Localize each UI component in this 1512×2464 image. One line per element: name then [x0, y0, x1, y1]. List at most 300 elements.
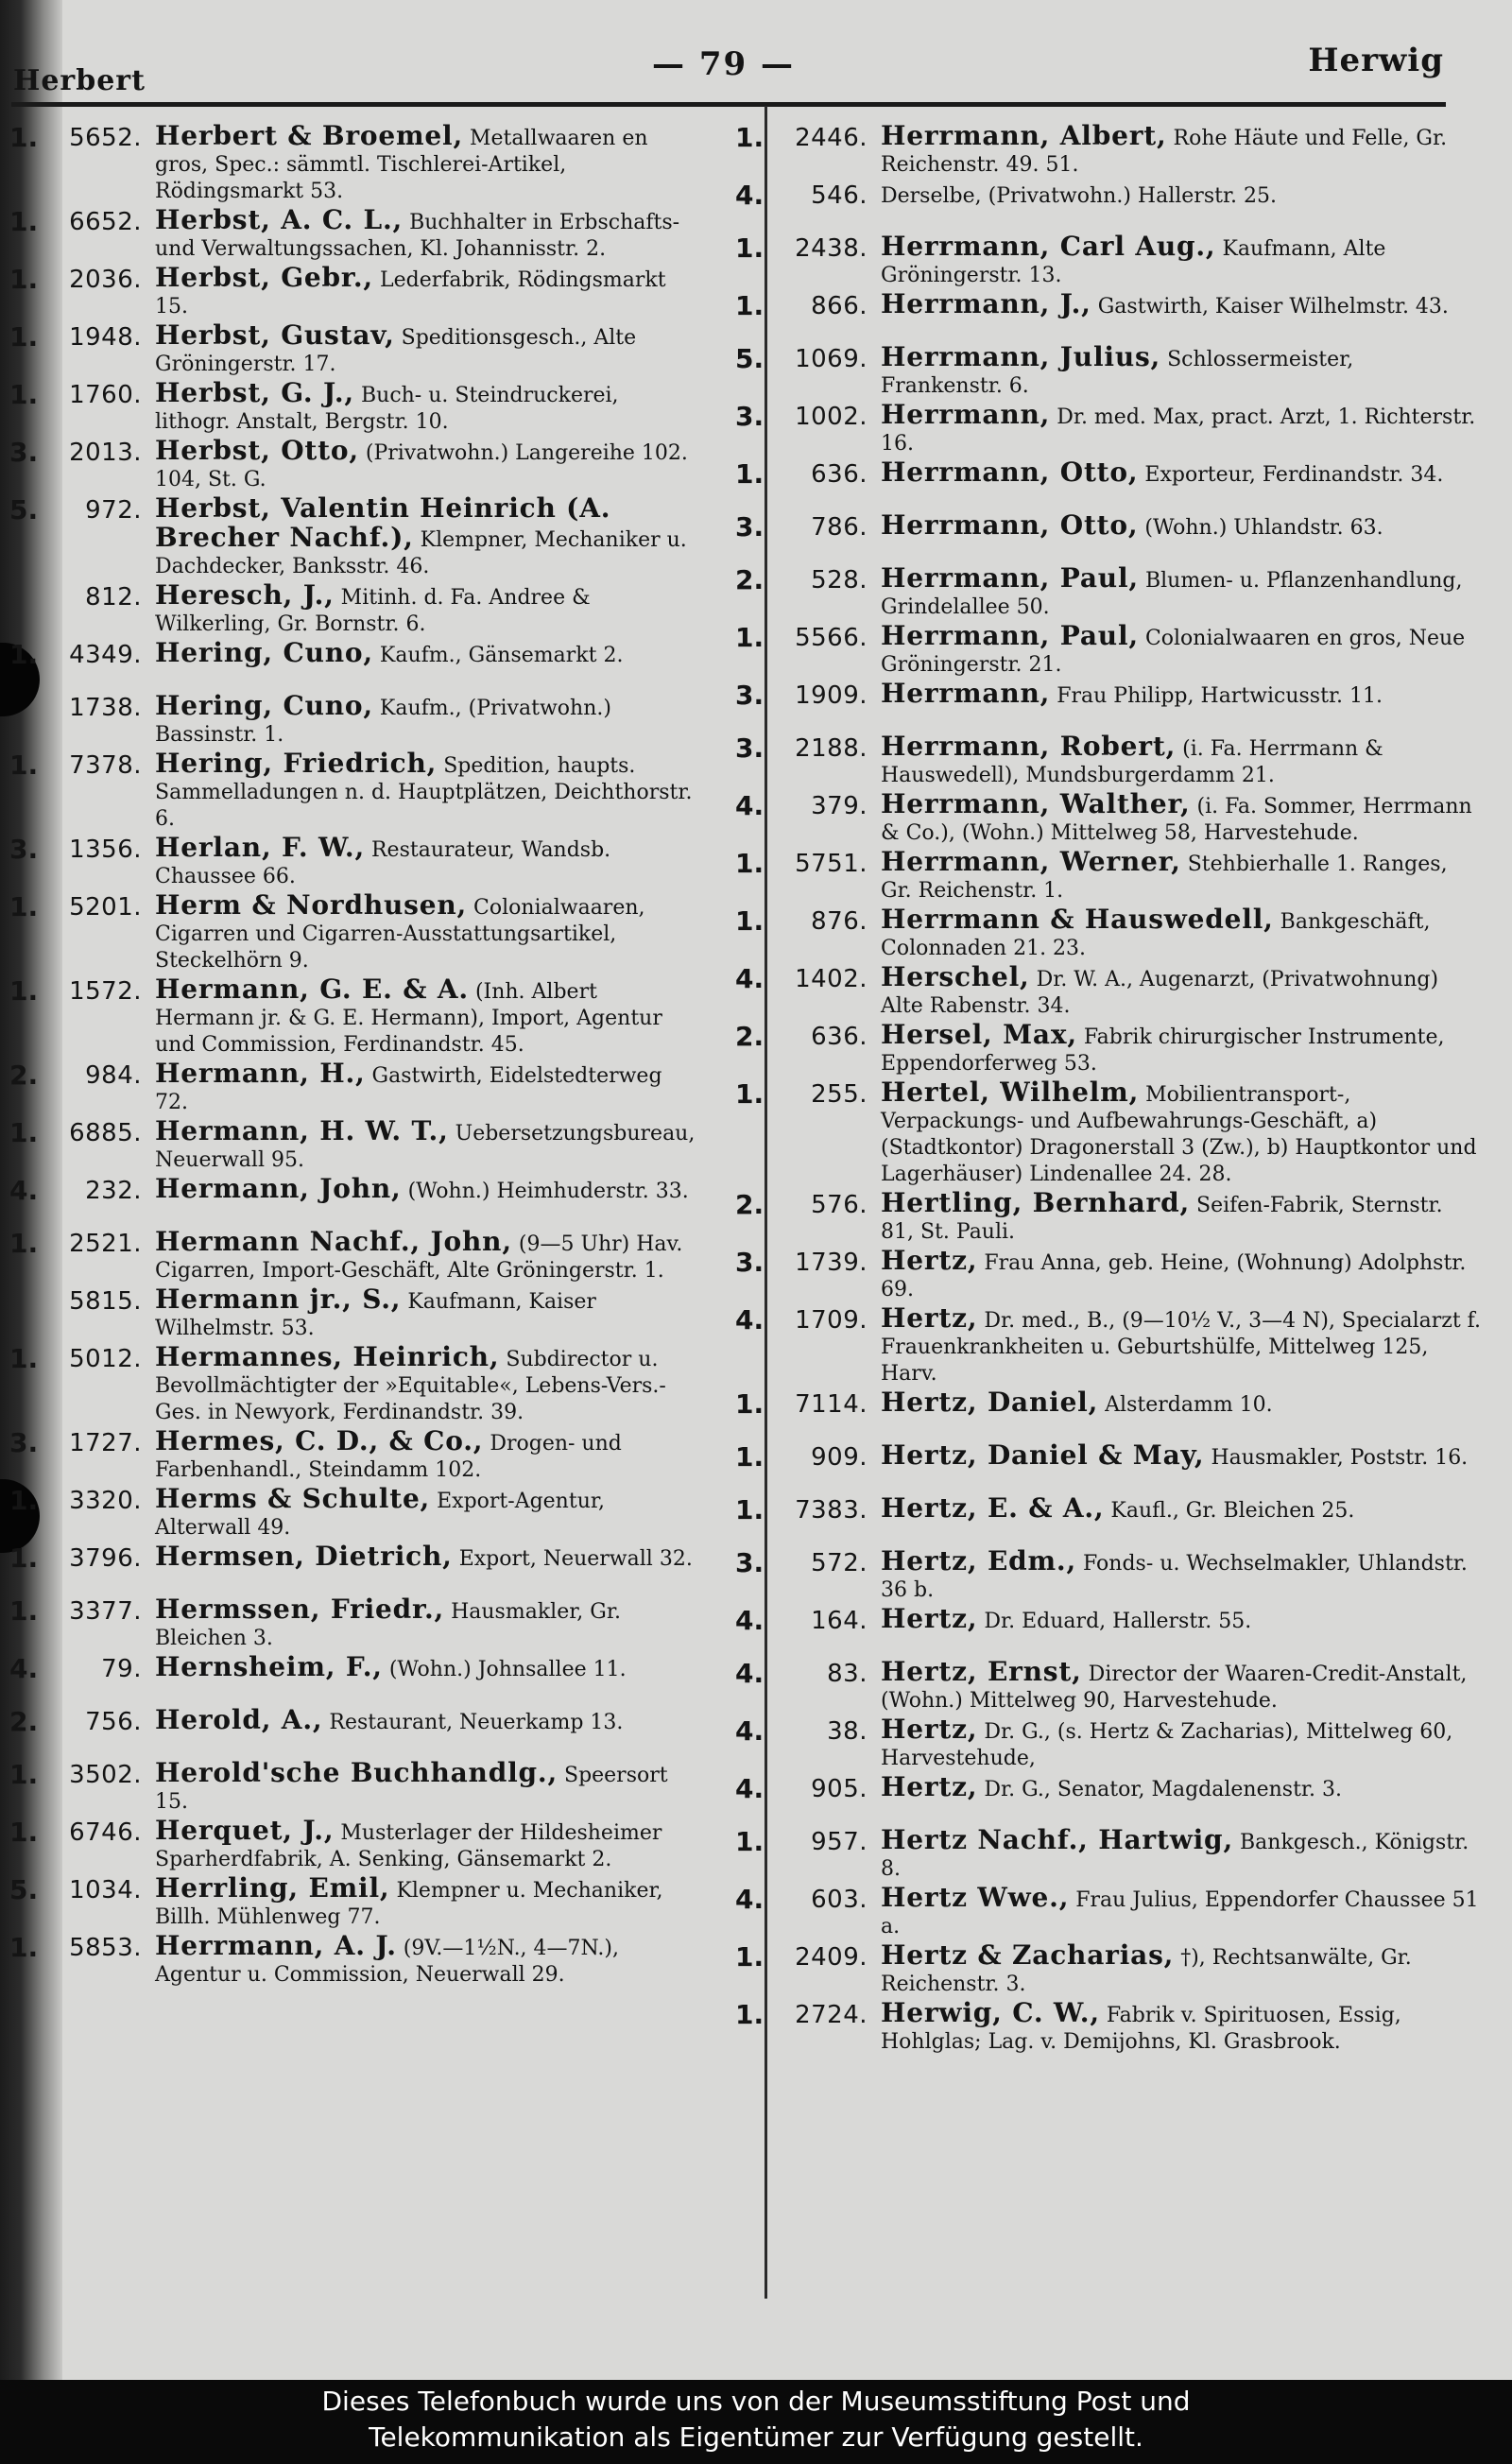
exchange-area: 1. [9, 379, 39, 410]
subscriber-name: Herrmann, [881, 399, 1051, 430]
phone-number: 2409. [795, 1943, 868, 1972]
directory-entry [735, 1246, 1482, 1303]
exchange-area: 1. [9, 1485, 39, 1516]
subscriber-details: Kaufmann, Alte Gröningerstr. 13. [881, 237, 1386, 287]
phone-number: 3320. [69, 1487, 142, 1515]
exchange-area: 1. [9, 264, 39, 295]
subscriber-name: Hermannes, Heinrich, [155, 1341, 500, 1372]
exchange-area: 1. [9, 750, 39, 781]
directory-entry [735, 1440, 1482, 1493]
exchange-area: 1. [9, 1117, 39, 1148]
subscriber-name: Herwig, C. W., [881, 1997, 1100, 2028]
exchange-area: 4. [735, 1884, 765, 1915]
subscriber-details: Bankgesch., Königstr. 8. [881, 1831, 1469, 1881]
directory-entry [9, 1284, 699, 1342]
phone-number: 3377. [69, 1597, 142, 1626]
subscriber-name: Hernsheim, F., [155, 1651, 383, 1682]
exchange-area: 3. [735, 401, 765, 432]
exchange-area: 3. [735, 680, 765, 711]
subscriber-details: Gastwirth, Kaiser Wilhelmstr. 43. [1091, 295, 1449, 319]
directory-entry [9, 1816, 699, 1873]
subscriber-name: Hertz, [881, 1302, 978, 1334]
subscriber-name: Herm & Nordhusen, [155, 889, 468, 921]
exchange-area: 1. [9, 321, 39, 353]
subscriber-name: Herrmann, J., [881, 288, 1091, 319]
subscriber-details: Dr. med. Max, pract. Arzt, 1. Richterstr. 16. [881, 405, 1476, 456]
directory-entry [9, 1758, 699, 1816]
subscriber-details: Hausmakler, Poststr. 16. [1204, 1446, 1469, 1470]
subscriber-name: Herrmann & Hauswedell, [881, 904, 1274, 935]
subscriber-details: (Inh. Albert Hermann jr. & G. E. Hermann), Import, Agentur und Commission, Ferdinandstr. 45. [155, 980, 662, 1057]
subscriber-name: Herbert & Broemel, [155, 120, 464, 151]
subscriber-name: Herrmann, Carl Aug., [881, 231, 1216, 262]
subscriber-name: Herbst, Valentin Heinrich (A. Brecher Nachf.), [155, 492, 611, 553]
exchange-area: 4. [735, 790, 765, 821]
phone-number: 572. [811, 1549, 868, 1577]
subscriber-details: Fonds- u. Wechselmakler, Uhlandstr. 36 b. [881, 1552, 1468, 1602]
subscriber-name: Herrmann, Paul, [881, 562, 1139, 594]
phone-number: 546. [811, 181, 868, 210]
phone-number: 1739. [795, 1249, 868, 1277]
subscriber-details: (Wohn.) Heimhuderstr. 33. [401, 1180, 689, 1203]
subscriber-name: Herrmann, Werner, [881, 846, 1181, 877]
subscriber-details: Restaurant, Neuerkamp 13. [322, 1711, 624, 1734]
phone-number: 1727. [69, 1429, 142, 1457]
directory-entry [9, 1227, 699, 1284]
subscriber-name: Herbst, Gustav, [155, 319, 395, 351]
phone-number: 232. [85, 1177, 142, 1205]
exchange-area: 4. [735, 1304, 765, 1335]
exchange-area: 1. [735, 848, 765, 879]
directory-entry [735, 1998, 1482, 2056]
exchange-area: 2. [9, 1060, 39, 1091]
subscriber-name: Herlan, F. W., [155, 832, 365, 863]
directory-entry [9, 1484, 699, 1542]
right-column [735, 121, 1482, 2056]
subscriber-details: (Wohn.) Uhlandstr. 63. [1138, 516, 1383, 540]
directory-entry [9, 638, 699, 691]
directory-entry [735, 1714, 1482, 1772]
phone-number: 5201. [69, 893, 142, 922]
directory-entry [735, 1883, 1482, 1940]
exchange-area: 1. [9, 206, 39, 237]
subscriber-details: (9—5 Uhr) Hav. Cigarren, Import-Geschäft, Alte Gröningerstr. 1. [155, 1232, 683, 1283]
exchange-area: 1. [9, 1343, 39, 1374]
directory-entry [9, 1174, 699, 1227]
subscriber-details: Spedition, haupts. Sammelladungen n. d. Hauptplätzen, Deichthorstr. 6. [155, 754, 693, 831]
exchange-area: 3. [735, 1247, 765, 1278]
phone-number: 2438. [795, 234, 868, 263]
subscriber-details: Fabrik chirurgischer Instrumente, Eppendorferweg 53. [881, 1025, 1445, 1076]
subscriber-details: Klempner, Mechaniker u. Dachdecker, Banksstr. 46. [155, 528, 687, 578]
subscriber-name: Hertz, [881, 1603, 978, 1634]
directory-entry [735, 1772, 1482, 1825]
subscriber-name: Herrmann, Otto, [881, 509, 1139, 541]
phone-number: 957. [811, 1828, 868, 1856]
subscriber-details: Lederfabrik, Rödingsmarkt 15. [155, 268, 666, 319]
subscriber-details: (i. Fa. Herrmann & Hauswedell), Mundsburgerdamm 21. [881, 737, 1383, 787]
left-column [9, 121, 699, 1989]
exchange-area: 1. [735, 622, 765, 653]
subscriber-details: Metallwaaren en gros, Spec.: sämmtl. Tischlerei-Artikel, Rödingsmarkt 53. [155, 127, 648, 203]
phone-number: 3796. [69, 1544, 142, 1573]
exchange-area: 4. [9, 1175, 39, 1206]
directory-entry [735, 457, 1482, 510]
directory-entry [735, 232, 1482, 289]
subscriber-details: Bankgeschäft, Colonnaden 21. 23. [881, 910, 1431, 960]
directory-entry [735, 400, 1482, 457]
subscriber-name: Hertz, [881, 1245, 978, 1276]
directory-entry [735, 962, 1482, 1020]
subscriber-details: Gastwirth, Eidelstedterweg 72. [155, 1064, 662, 1114]
directory-entry [735, 510, 1482, 563]
exchange-area: 1. [735, 1441, 765, 1473]
subscriber-details: Buch- u. Steindruckerei, lithogr. Anstalt, Bergstr. 10. [155, 384, 619, 434]
phone-number: 603. [811, 1886, 868, 1914]
subscriber-name: Herrmann, [881, 678, 1051, 709]
directory-entry [735, 621, 1482, 679]
subscriber-details: Derselbe, (Privatwohn.) Hallerstr. 25. [881, 184, 1278, 208]
phone-number: 379. [811, 792, 868, 820]
subscriber-details: Dr. G., Senator, Magdalenenstr. 3. [977, 1778, 1342, 1801]
subscriber-details: Buchhalter in Erbschafts- und Verwaltungssachen, Kl. Johannisstr. 2. [155, 211, 680, 261]
phone-number: 1709. [795, 1306, 868, 1335]
phone-number: 4349. [69, 641, 142, 669]
directory-entry [9, 1931, 699, 1989]
subscriber-name: Herschel, [881, 961, 1030, 992]
subscriber-details: Speditionsgesch., Alte Gröningerstr. 17. [155, 326, 637, 376]
subscriber-name: Hertz, [881, 1714, 978, 1745]
subscriber-details: Kaufl., Gr. Bleichen 25. [1104, 1499, 1355, 1523]
directory-entry [9, 691, 699, 749]
directory-entry [735, 289, 1482, 342]
phone-number: 5012. [69, 1345, 142, 1373]
page-number: — 79 — [652, 45, 795, 83]
phone-number: 1738. [69, 694, 142, 722]
exchange-area: 1. [735, 1826, 765, 1857]
directory-entry [735, 563, 1482, 621]
subscriber-details: Director der Waaren-Credit-Anstalt, (Wohn.) Mittelweg 90, Harvestehude. [881, 1663, 1468, 1713]
subscriber-name: Hertz, Daniel, [881, 1387, 1099, 1418]
subscriber-name: Hertz, [881, 1771, 978, 1802]
exchange-area: 3. [9, 437, 39, 468]
subscriber-name: Hering, Cuno, [155, 690, 373, 721]
subscriber-details: Mitinh. d. Fa. Andree & Wilkerling, Gr. Bornstr. 6. [155, 586, 591, 636]
subscriber-name: Hertz Nachf., Hartwig, [881, 1824, 1233, 1855]
phone-number: 636. [811, 460, 868, 489]
subscriber-name: Heresch, J., [155, 579, 335, 611]
exchange-area: 4. [735, 180, 765, 211]
phone-number: 255. [811, 1080, 868, 1109]
subscriber-name: Hermann, H. W. T., [155, 1115, 449, 1146]
directory-entry [735, 1604, 1482, 1657]
exchange-area: 4. [735, 1773, 765, 1804]
subscriber-name: Herbst, Otto, [155, 435, 359, 466]
phone-number: 2013. [69, 439, 142, 467]
exchange-area: 1. [9, 1932, 39, 1963]
subscriber-details: Speersort 15. [155, 1764, 668, 1814]
subscriber-name: Herrmann, Paul, [881, 620, 1139, 651]
phone-number: 756. [85, 1708, 142, 1736]
subscriber-name: Herbst, Gebr., [155, 262, 373, 293]
subscriber-details: Drogen- und Farbenhandl., Steindamm 102. [155, 1432, 622, 1482]
subscriber-name: Hermann Nachf., John, [155, 1226, 512, 1257]
subscriber-details: (Privatwohn.) Langereihe 102. 104, St. G. [155, 441, 688, 491]
subscriber-details: Dr. G., (s. Hertz & Zacharias), Mittelweg 60, Harvestehude, [881, 1720, 1453, 1770]
exchange-area: 1. [735, 233, 765, 264]
phone-number: 83. [827, 1660, 868, 1688]
directory-entry [735, 905, 1482, 962]
directory-entry [735, 1188, 1482, 1246]
exchange-area: 1. [735, 1078, 765, 1110]
subscriber-details: Export-Agentur, Alterwall 49. [155, 1490, 605, 1540]
phone-number: 1572. [69, 977, 142, 1006]
directory-entry [735, 847, 1482, 905]
exchange-area: 4. [735, 1605, 765, 1636]
footer-notice [0, 2380, 1512, 2464]
subscriber-details: Kaufm., Gänsemarkt 2. [372, 644, 624, 667]
phone-number: 6652. [69, 208, 142, 236]
exchange-area: 2. [735, 564, 765, 595]
directory-entry [735, 679, 1482, 732]
phone-number: 7383. [795, 1496, 868, 1525]
exchange-area: 1. [9, 975, 39, 1007]
subscriber-details: Rohe Häute und Felle, Gr. Reichenstr. 49. 51. [881, 127, 1448, 177]
subscriber-name: Herold, A., [155, 1704, 323, 1735]
phone-number: 576. [811, 1191, 868, 1219]
phone-number: 5751. [795, 850, 868, 878]
directory-entry [9, 1426, 699, 1484]
subscriber-name: Herrmann, Otto, [881, 457, 1139, 488]
directory-entry [9, 1873, 699, 1931]
exchange-area: 1. [9, 891, 39, 922]
exchange-area: 3. [735, 511, 765, 543]
subscriber-details: Blumen- u. Pflanzenhandlung, Grindelallee 50. [881, 569, 1463, 619]
subscriber-details: Stehbierhalle 1. Ranges, Gr. Reichenstr. 1. [881, 853, 1448, 903]
phone-number: 2036. [69, 266, 142, 294]
phone-number: 5853. [69, 1934, 142, 1962]
exchange-area: 3. [9, 1427, 39, 1458]
exchange-area: 1. [735, 458, 765, 490]
subscriber-name: Hermann, G. E. & A. [155, 974, 469, 1005]
subscriber-details: Colonialwaaren, Cigarren und Cigarren-Ausstattungsartikel, Steckelhörn 9. [155, 896, 645, 973]
phone-number: 866. [811, 292, 868, 320]
subscriber-name: Herbst, A. C. L., [155, 204, 404, 235]
phone-number: 1034. [69, 1876, 142, 1904]
phone-number: 1402. [795, 965, 868, 993]
directory-entry [9, 205, 699, 263]
subscriber-details: Dr. med., B., (9—10½ V., 3—4 N), Specialarzt f. Frauenkrankheiten u. Geburtshülfe, Mittelweg 125, Harv. [881, 1309, 1482, 1386]
subscriber-details: Kaufm., (Privatwohn.) Bassinstr. 1. [155, 697, 611, 747]
directory-entry [9, 580, 699, 638]
phone-number: 1356. [69, 836, 142, 864]
exchange-area: 1. [9, 1228, 39, 1259]
subscriber-name: Herrmann, Julius, [881, 341, 1161, 372]
directory-entry [735, 1020, 1482, 1077]
footer-line-1: Dieses Telefonbuch wurde uns von der Museumsstiftung Post und [321, 2386, 1191, 2417]
subscriber-details: (Wohn.) Johnsallee 11. [382, 1658, 627, 1681]
subscriber-details: Musterlager der Hildesheimer Sparherdfabrik, A. Senking, Gänsemarkt 2. [155, 1821, 662, 1871]
subscriber-details: Subdirector u. Bevollmächtigter der »Equitable«, Lebens-Vers.-Ges. in Newyork, Ferdinandstr. 39. [155, 1348, 666, 1424]
subscriber-name: Hermann, H., [155, 1058, 366, 1089]
directory-entry [9, 436, 699, 493]
exchange-area: 4. [735, 1658, 765, 1689]
phone-number: 7378. [69, 751, 142, 780]
subscriber-details: Exporteur, Ferdinandstr. 34. [1138, 463, 1444, 487]
exchange-area: 1. [735, 1494, 765, 1525]
subscriber-name: Hering, Friedrich, [155, 748, 438, 779]
exchange-area: 1. [735, 290, 765, 321]
exchange-area: 5. [735, 343, 765, 374]
directory-entry [735, 1387, 1482, 1440]
exchange-area: 1. [9, 1595, 39, 1627]
subscriber-name: Hertz, Daniel & May, [881, 1439, 1205, 1471]
phone-number: 5652. [69, 124, 142, 152]
subscriber-details: †), Rechtsanwälte, Gr. Reichenstr. 3. [881, 1946, 1412, 1996]
subscriber-name: Herbst, G. J., [155, 377, 354, 408]
phone-number: 972. [85, 496, 142, 525]
exchange-area: 1. [735, 1941, 765, 1973]
subscriber-details: Schlossermeister, Frankenstr. 6. [881, 348, 1354, 398]
subscriber-name: Hering, Cuno, [155, 637, 373, 668]
directory-entry [9, 493, 699, 580]
exchange-area: 1. [735, 122, 765, 153]
subscriber-details: (i. Fa. Sommer, Herrmann & Co.), (Wohn.) Mittelweg 58, Harvestehude. [881, 795, 1472, 845]
phone-number: 1002. [795, 403, 868, 431]
subscriber-name: Hermssen, Friedr., [155, 1594, 445, 1625]
subscriber-details: Colonialwaaren en gros, Neue Gröningerstr. 21. [881, 627, 1466, 677]
phone-number: 2188. [795, 734, 868, 763]
directory-entry [9, 121, 699, 205]
phone-number: 1760. [69, 381, 142, 409]
directory-entry [735, 1546, 1482, 1604]
directory-entry [735, 121, 1482, 179]
subscriber-details: Uebersetzungsbureau, Neuerwall 95. [155, 1122, 696, 1172]
subscriber-details: Fabrik v. Spirituosen, Essig, Hohlglas; Lag. v. Demijohns, Kl. Grasbrook. [881, 2004, 1401, 2054]
subscriber-details: Frau Philipp, Hartwicusstr. 11. [1050, 684, 1383, 708]
exchange-area: 1. [735, 905, 765, 937]
subscriber-details: Alsterdamm 10. [1098, 1393, 1273, 1417]
subscriber-details: Frau Anna, geb. Heine, (Wohnung) Adolphstr. 69. [881, 1251, 1467, 1301]
subscriber-name: Hertz Wwe., [881, 1882, 1070, 1913]
directory-entry [9, 1342, 699, 1426]
subscriber-name: Herrmann, A. J. [155, 1930, 397, 1961]
subscriber-details: (9V.—1½N., 4—7N.), Agentur u. Commission, Neuerwall 29. [155, 1937, 619, 1987]
directory-entry [9, 833, 699, 890]
phone-number: 2446. [795, 124, 868, 152]
exchange-area: 4. [735, 1715, 765, 1747]
exchange-area: 3. [9, 834, 39, 865]
phone-number: 905. [811, 1775, 868, 1803]
exchange-area: 1. [9, 1759, 39, 1790]
subscriber-name: Hermsen, Dietrich, [155, 1541, 453, 1572]
exchange-area: 1. [9, 1817, 39, 1848]
subscriber-details: Seifen-Fabrik, Sternstr. 81, St. Pauli. [881, 1194, 1443, 1244]
directory-entry [735, 179, 1482, 232]
phone-number: 38. [827, 1717, 868, 1746]
subscriber-name: Herrmann, Robert, [881, 731, 1177, 762]
subscriber-name: Herrmann, Walther, [881, 788, 1191, 819]
subscriber-name: Herms & Schulte, [155, 1483, 431, 1514]
directory-entry [735, 1493, 1482, 1546]
directory-entry [9, 1652, 699, 1705]
subscriber-name: Herquet, J., [155, 1815, 335, 1846]
exchange-area: 3. [735, 732, 765, 764]
phone-number: 79. [101, 1655, 142, 1683]
subscriber-details: Dr. Eduard, Hallerstr. 55. [977, 1610, 1252, 1633]
subscriber-name: Hertz, Ernst, [881, 1656, 1082, 1687]
directory-entry [735, 789, 1482, 847]
subscriber-details: Mobilientransport-, Verpackungs- und Aufbewahrungs-Geschäft, a) (Stadtkontor) Dragonerstall 3 (Zw.), b) Hauptkontor und Lagerhäuser) Lindenallee 24. 28. [881, 1083, 1477, 1186]
phone-number: 3502. [69, 1761, 142, 1789]
phone-number: 636. [811, 1023, 868, 1051]
exchange-area: 1. [9, 122, 39, 153]
directory-entry [9, 1542, 699, 1594]
exchange-area: 1. [735, 1999, 765, 2030]
phone-number: 5815. [69, 1287, 142, 1316]
subscriber-name: Hertel, Wilhelm, [881, 1077, 1140, 1108]
directory-entry [9, 378, 699, 436]
subscriber-details: Klempner u. Mechaniker, Billh. Mühlenweg 77. [155, 1879, 663, 1929]
directory-entry [735, 1657, 1482, 1714]
directory-entry [9, 1594, 699, 1652]
directory-entry [9, 1116, 699, 1174]
header-rule [11, 102, 1446, 107]
header-first-entry: Herbert [13, 64, 146, 97]
phone-number: 7114. [795, 1390, 868, 1419]
directory-entry [735, 1077, 1482, 1188]
subscriber-name: Herold'sche Buchhandlg., [155, 1757, 558, 1788]
subscriber-name: Herrmann, Albert, [881, 120, 1167, 151]
subscriber-details: Kaufmann, Kaiser Wilhelmstr. 53. [155, 1290, 596, 1340]
phone-number: 984. [85, 1061, 142, 1090]
phone-number: 909. [811, 1443, 868, 1472]
exchange-area: 1. [9, 639, 39, 670]
subscriber-details: Export, Neuerwall 32. [452, 1547, 693, 1571]
directory-entry [9, 1059, 699, 1116]
phone-number: 1069. [795, 345, 868, 373]
exchange-area: 1. [9, 1542, 39, 1574]
directory-entry [735, 1303, 1482, 1387]
header-last-entry: Herwig [1308, 42, 1444, 79]
directory-entry [735, 732, 1482, 789]
phone-number: 528. [811, 566, 868, 594]
directory-entry [735, 342, 1482, 400]
phone-number: 6885. [69, 1119, 142, 1147]
phone-number: 1948. [69, 323, 142, 352]
subscriber-name: Hermann jr., S., [155, 1284, 402, 1315]
phone-number: 164. [811, 1607, 868, 1635]
subscriber-details: Hausmakler, Gr. Bleichen 3. [155, 1600, 621, 1650]
subscriber-name: Hertling, Bernhard, [881, 1187, 1191, 1218]
directory-entry [735, 1940, 1482, 1998]
subscriber-name: Herrling, Emil, [155, 1872, 390, 1904]
exchange-area: 5. [9, 1874, 39, 1905]
subscriber-details: Restaurateur, Wandsb. Chaussee 66. [155, 838, 611, 888]
directory-entry [9, 320, 699, 378]
directory-entry [9, 1705, 699, 1758]
phone-number: 5566. [795, 624, 868, 652]
directory-entry [9, 890, 699, 974]
exchange-area: 2. [735, 1021, 765, 1052]
phone-number: 2521. [69, 1230, 142, 1258]
footer-line-2: Telekommunikation als Eigentümer zur Verfügung gestellt. [369, 2421, 1143, 2453]
exchange-area: 5. [9, 494, 39, 526]
directory-entry [735, 1825, 1482, 1883]
exchange-area: 2. [735, 1189, 765, 1220]
exchange-area: 1. [735, 1388, 765, 1420]
subscriber-name: Hertz, E. & A., [881, 1492, 1105, 1524]
